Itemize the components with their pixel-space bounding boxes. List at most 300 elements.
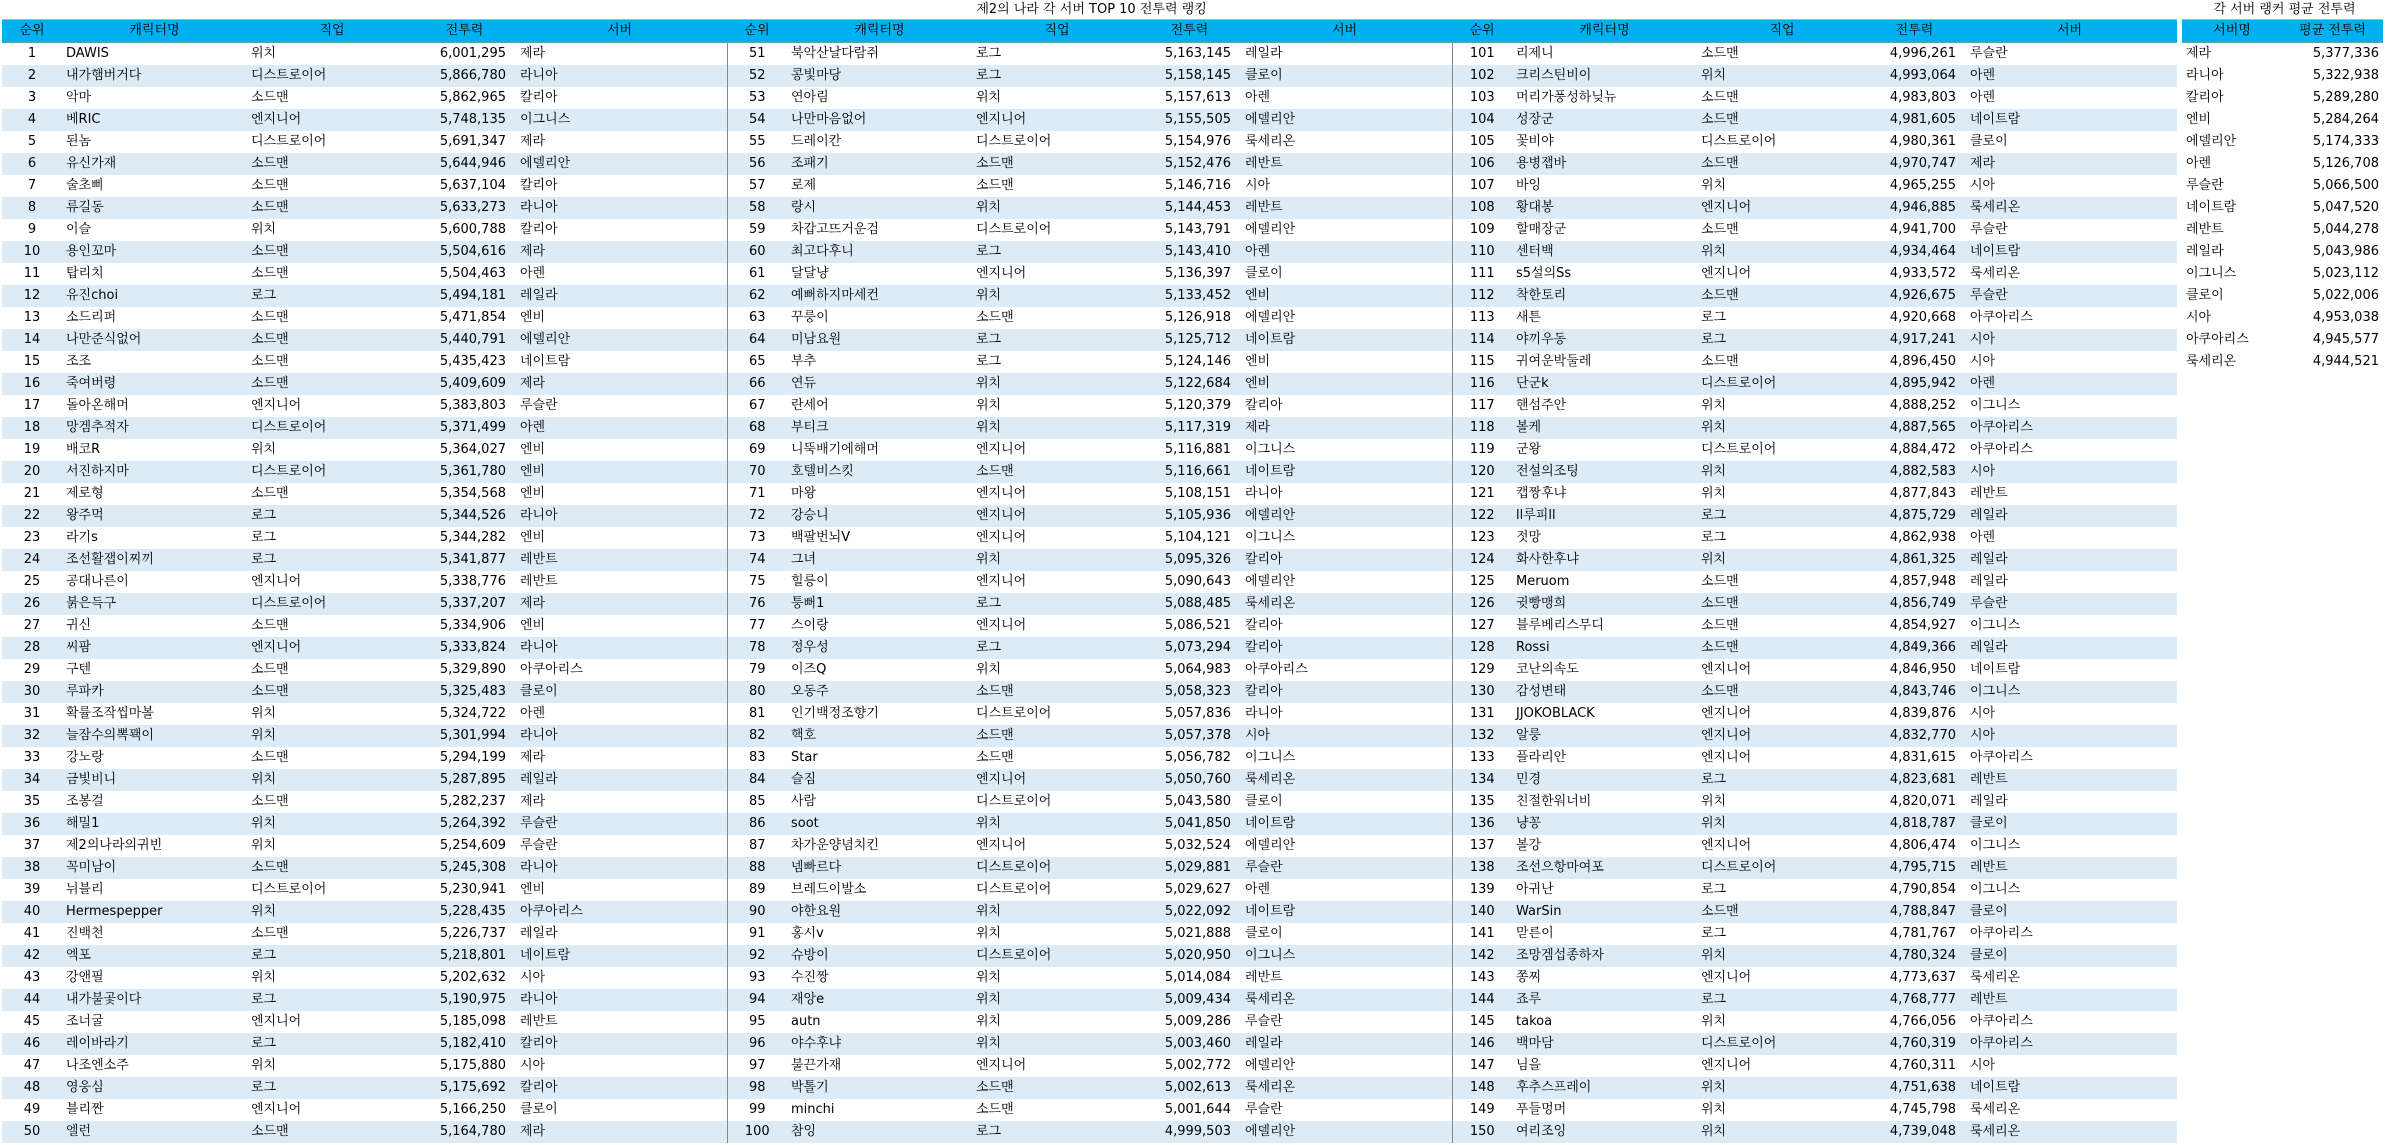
job-cell: 위치 xyxy=(1697,549,1867,571)
power-cell: 4,760,311 xyxy=(1889,1058,1956,1073)
rank-cell: 21 xyxy=(23,486,41,501)
server-cell: 시아 xyxy=(520,970,546,985)
rank-cell: 20 xyxy=(2,461,62,483)
avg-power-cell xyxy=(2282,835,2383,857)
character-name-cell: 불끈가재 xyxy=(791,1058,842,1073)
power-cell: 5,003,460 xyxy=(1142,1033,1237,1055)
header-rank: 순위 xyxy=(727,20,787,43)
power-cell: 5,218,801 xyxy=(417,945,512,967)
power-cell: 5,009,286 xyxy=(1164,1014,1231,1029)
power-cell: 4,917,241 xyxy=(1867,329,1962,351)
power-cell: 5,354,568 xyxy=(439,486,506,501)
rank-cell: 101 xyxy=(1452,43,1512,66)
power-cell: 5,164,780 xyxy=(417,1121,512,1143)
server-cell: 에델리안 xyxy=(1245,310,1296,325)
power-cell: 5,371,499 xyxy=(417,417,512,439)
avg-power-cell xyxy=(2282,923,2383,945)
avg-power-cell xyxy=(2282,1121,2383,1143)
server-cell: 엔비 xyxy=(1237,373,1452,395)
character-name-cell: 내가불곷이다 xyxy=(62,989,247,1011)
table-row xyxy=(2,1077,2177,1099)
rank-cell: 28 xyxy=(2,637,62,659)
job-cell: 엔지니어 xyxy=(1697,725,1867,747)
avg-power-cell: 5,174,333 xyxy=(2312,134,2379,149)
character-name-cell: 감성변태 xyxy=(1512,681,1697,703)
character-name-cell: 백마담 xyxy=(1512,1033,1697,1055)
power-cell: 5,029,627 xyxy=(1164,882,1231,897)
server-cell: 네이트람 xyxy=(1237,813,1452,835)
job-cell: 엔지니어 xyxy=(976,266,1027,281)
avg-power-cell xyxy=(2282,813,2383,835)
power-cell: 4,790,854 xyxy=(1889,882,1956,897)
job-cell: 위치 xyxy=(1697,945,1867,967)
power-cell: 5,116,661 xyxy=(1142,461,1237,483)
job-cell: 소드맨 xyxy=(1701,574,1739,589)
table-row xyxy=(2182,725,2383,747)
power-cell: 5,862,965 xyxy=(439,90,506,105)
character-name-cell: 플라리안 xyxy=(1516,750,1567,765)
rank-cell: 127 xyxy=(1452,615,1512,637)
character-name-cell: 스이랑 xyxy=(791,618,829,633)
table-row xyxy=(2,857,2177,879)
rank-cell: 123 xyxy=(1452,527,1512,549)
table-row xyxy=(2,967,2177,989)
job-cell: 위치 xyxy=(972,549,1142,571)
power-cell: 5,228,435 xyxy=(417,901,512,923)
rank-cell: 134 xyxy=(1452,769,1512,791)
main-title: 제2의 나라 각 서버 TOP 10 전투력 랭킹 xyxy=(2,0,2177,20)
character-name-cell: Hermespepper xyxy=(62,901,247,923)
power-cell: 5,333,824 xyxy=(417,637,512,659)
header-server: 서버 xyxy=(1237,20,1452,43)
character-name-cell: 핵호 xyxy=(787,725,972,747)
power-cell: 4,875,729 xyxy=(1867,505,1962,527)
server-cell: 이그니스 xyxy=(1970,882,2021,897)
job-cell: 엔지니어 xyxy=(976,1058,1027,1073)
character-name-cell: 서진하지마 xyxy=(62,461,247,483)
job-cell: 소드맨 xyxy=(972,153,1142,175)
server-name-cell: 네이트람 xyxy=(2186,200,2237,215)
job-cell: 로그 xyxy=(1701,882,1727,897)
header-name: 캐릭터명 xyxy=(1512,20,1697,43)
power-cell: 5,329,890 xyxy=(439,662,506,677)
rank-cell: 37 xyxy=(23,838,41,853)
table-row xyxy=(2182,923,2383,945)
power-cell: 5,494,181 xyxy=(417,285,512,307)
rank-cell: 51 xyxy=(727,43,787,66)
server-cell: 아쿠아리스 xyxy=(520,662,583,677)
table-row xyxy=(2182,967,2383,989)
server-cell: 아렌 xyxy=(1970,90,1996,105)
header-name: 캐릭터명 xyxy=(787,20,972,43)
table-row xyxy=(2182,307,2383,329)
server-name-cell xyxy=(2182,1077,2282,1099)
server-cell: 엔비 xyxy=(512,461,727,483)
rank-cell: 115 xyxy=(1452,351,1512,373)
avg-power-cell xyxy=(2282,769,2383,791)
character-name-cell: 확률조작씹마볼 xyxy=(66,706,154,721)
character-name-cell: 단군k xyxy=(1512,373,1697,395)
avg-power-cell: 5,047,520 xyxy=(2312,200,2379,215)
rank-cell: 148 xyxy=(1452,1077,1512,1099)
rank-cell: 76 xyxy=(727,593,787,615)
table-row xyxy=(2182,703,2383,725)
character-name-cell: 소드리퍼 xyxy=(66,310,117,325)
rank-cell: 112 xyxy=(1452,285,1512,307)
job-cell: 로그 xyxy=(976,354,1002,369)
server-name-cell: 라니아 xyxy=(2186,68,2224,83)
ranking-table xyxy=(2,0,2177,1143)
rank-cell: 50 xyxy=(2,1121,62,1143)
job-cell: 위치 xyxy=(247,901,417,923)
power-cell: 5,245,308 xyxy=(417,857,512,879)
character-name-cell: 예뻐하지마세컨 xyxy=(787,285,972,307)
rank-cell: 35 xyxy=(23,794,41,809)
avg-power-cell xyxy=(2282,659,2383,681)
power-cell: 5,748,135 xyxy=(417,109,512,131)
avg-power-cell xyxy=(2282,1033,2383,1055)
power-cell: 5,202,632 xyxy=(439,970,506,985)
power-cell: 5,158,145 xyxy=(1142,65,1237,87)
job-cell: 소드맨 xyxy=(247,373,417,395)
power-cell: 5,143,410 xyxy=(1142,241,1237,263)
table-row xyxy=(2,1099,2177,1121)
job-cell: 디스트로이어 xyxy=(972,857,1142,879)
server-cell: 이그니스 xyxy=(512,109,727,131)
rank-cell: 72 xyxy=(727,505,787,527)
table-row xyxy=(2182,109,2383,131)
power-cell: 5,002,613 xyxy=(1142,1077,1237,1099)
avg-power-cell xyxy=(2282,901,2383,923)
character-name-cell: 부추 xyxy=(791,354,817,369)
rank-cell: 2 xyxy=(2,65,62,87)
rank-cell: 67 xyxy=(727,395,787,417)
rank-cell: 58 xyxy=(727,197,787,219)
server-cell: 네이트람 xyxy=(1970,662,2021,677)
header-server: 서버 xyxy=(1962,20,2177,43)
character-name-cell: 유신가재 xyxy=(62,153,247,175)
rank-cell: 84 xyxy=(727,769,787,791)
job-cell: 소드맨 xyxy=(247,681,417,703)
character-name-cell: 나만준식없어 xyxy=(62,329,247,351)
server-name-cell xyxy=(2182,923,2282,945)
job-cell: 소드맨 xyxy=(976,750,1014,765)
server-cell: 엔비 xyxy=(520,310,546,325)
power-cell: 5,154,976 xyxy=(1164,134,1231,149)
table-row xyxy=(2,505,2177,527)
server-cell: 네이트람 xyxy=(1237,901,1452,923)
power-cell: 5,361,780 xyxy=(417,461,512,483)
job-cell: 소드맨 xyxy=(251,354,289,369)
server-cell: 룩세리온 xyxy=(1237,769,1452,791)
table-row xyxy=(2182,549,2383,571)
power-cell: 5,009,434 xyxy=(1142,989,1237,1011)
table-row xyxy=(2182,989,2383,1011)
server-cell: 엔비 xyxy=(520,618,546,633)
power-cell: 5,050,760 xyxy=(1142,769,1237,791)
rank-cell: 97 xyxy=(727,1055,787,1077)
power-cell: 5,002,772 xyxy=(1164,1058,1231,1073)
header-power: 전투력 xyxy=(1867,20,1962,43)
rank-cell: 16 xyxy=(2,373,62,395)
rank-cell: 117 xyxy=(1452,395,1512,417)
server-cell: 루슬란 xyxy=(1970,46,2008,61)
character-name-cell: 캡짱후냐 xyxy=(1516,486,1567,501)
rank-cell: 136 xyxy=(1452,813,1512,835)
character-name-cell: 나조엔소주 xyxy=(66,1058,129,1073)
job-cell: 소드맨 xyxy=(247,241,417,263)
power-cell: 5,120,379 xyxy=(1164,398,1231,413)
table-row xyxy=(2182,65,2383,87)
rank-cell: 119 xyxy=(1452,439,1512,461)
avg-power-cell xyxy=(2282,549,2383,571)
server-name-cell xyxy=(2182,681,2282,703)
job-cell: 엔지니어 xyxy=(251,1014,302,1029)
table-row xyxy=(2182,417,2383,439)
power-cell: 4,996,261 xyxy=(1889,46,1956,61)
job-cell: 로그 xyxy=(247,505,417,527)
power-cell: 5,022,092 xyxy=(1142,901,1237,923)
table-row xyxy=(2182,527,2383,549)
rank-cell: 26 xyxy=(2,593,62,615)
header-job: 직업 xyxy=(247,20,417,43)
table-row xyxy=(2,879,2177,901)
avg-power-cell: 5,284,264 xyxy=(2312,112,2379,127)
character-name-cell: 조봉걸 xyxy=(66,794,104,809)
server-cell: 아렌 xyxy=(1962,65,2177,87)
rank-cell: 132 xyxy=(1452,725,1512,747)
job-cell: 디스트로이어 xyxy=(976,794,1052,809)
job-cell: 엔지니어 xyxy=(972,769,1142,791)
job-cell: 위치 xyxy=(247,725,417,747)
table-row xyxy=(2182,857,2383,879)
character-name-cell: 블루베리스무디 xyxy=(1516,618,1604,633)
character-name-cell: 조조 xyxy=(66,354,92,369)
job-cell: 디스트로이어 xyxy=(247,65,417,87)
header-avg-power: 평균 전투력 xyxy=(2282,20,2383,43)
job-cell: 소드맨 xyxy=(247,857,417,879)
table-row xyxy=(2,329,2177,351)
rank-cell: 11 xyxy=(23,266,41,281)
character-name-cell: 이즈Q xyxy=(791,662,827,677)
server-cell: 이그니스 xyxy=(1970,618,2021,633)
character-name-cell: 죽여버령 xyxy=(62,373,247,395)
server-cell: 칼리아 xyxy=(512,1077,727,1099)
rank-cell: 79 xyxy=(727,659,787,681)
server-cell: 제라 xyxy=(520,134,546,149)
character-name-cell: 조선활잽이찌끼 xyxy=(62,549,247,571)
power-cell: 5,190,975 xyxy=(417,989,512,1011)
server-name-cell xyxy=(2182,461,2282,483)
rank-cell: 25 xyxy=(23,574,41,589)
job-cell: 로그 xyxy=(247,989,417,1011)
character-name-cell: 백팔번뇌V xyxy=(791,530,851,545)
server-cell: 아렌 xyxy=(1962,373,2177,395)
power-cell: 5,254,609 xyxy=(439,838,506,853)
character-name-cell: 루파카 xyxy=(62,681,247,703)
server-cell: 아렌 xyxy=(1970,530,1996,545)
character-name-cell: 꼭미남이 xyxy=(62,857,247,879)
rank-cell: 146 xyxy=(1452,1033,1512,1055)
avg-power-cell xyxy=(2282,791,2383,813)
rank-cell: 139 xyxy=(1452,879,1512,901)
server-cell: 루슬란 xyxy=(1237,857,1452,879)
job-cell: 엔지니어 xyxy=(976,442,1027,457)
character-name-cell: 인기백정조향기 xyxy=(791,706,879,721)
power-cell: 5,122,684 xyxy=(1142,373,1237,395)
server-name-cell xyxy=(2182,835,2282,857)
rank-cell: 70 xyxy=(727,461,787,483)
server-cell: 룩세리온 xyxy=(1237,989,1452,1011)
job-cell: 소드맨 xyxy=(1701,90,1739,105)
avg-power-cell: 4,944,521 xyxy=(2312,354,2379,369)
power-cell: 5,163,145 xyxy=(1164,46,1231,61)
job-cell: 소드맨 xyxy=(251,266,289,281)
job-cell: 소드맨 xyxy=(972,681,1142,703)
power-cell: 5,691,347 xyxy=(439,134,506,149)
power-cell: 4,981,605 xyxy=(1867,109,1962,131)
server-name-cell: 아쿠아리스 xyxy=(2186,332,2249,347)
character-name-cell: 연아림 xyxy=(791,90,829,105)
server-cell: 레반트 xyxy=(1237,197,1452,219)
character-name-cell: 라기s xyxy=(66,530,98,545)
server-cell: 룩세리온 xyxy=(1962,1121,2177,1143)
character-name-cell: 미남요원 xyxy=(787,329,972,351)
power-cell: 4,823,681 xyxy=(1867,769,1962,791)
rank-cell: 34 xyxy=(2,769,62,791)
character-name-cell: 제2의나라의귀빈 xyxy=(66,838,163,853)
server-cell: 루슬란 xyxy=(520,398,558,413)
character-name-cell: 부티크 xyxy=(787,417,972,439)
server-cell: 클로이 xyxy=(1962,813,2177,835)
rank-cell: 106 xyxy=(1452,153,1512,175)
rank-cell: 33 xyxy=(23,750,41,765)
rank-cell: 46 xyxy=(2,1033,62,1055)
rank-cell: 82 xyxy=(727,725,787,747)
character-name-cell: 황대봉 xyxy=(1512,197,1697,219)
rank-cell: 61 xyxy=(727,263,787,285)
power-cell: 5,644,946 xyxy=(417,153,512,175)
rank-cell: 42 xyxy=(2,945,62,967)
power-cell: 5,185,098 xyxy=(439,1014,506,1029)
power-cell: 4,970,747 xyxy=(1867,153,1962,175)
job-cell: 위치 xyxy=(972,813,1142,835)
table-row xyxy=(2182,395,2383,417)
character-name-cell: s5설의Ss xyxy=(1516,266,1572,281)
job-cell: 소드맨 xyxy=(1697,593,1867,615)
character-name-cell: 님을 xyxy=(1516,1058,1542,1073)
job-cell: 위치 xyxy=(972,197,1142,219)
server-cell: 칼리아 xyxy=(1237,637,1452,659)
avg-power-cell: 5,322,938 xyxy=(2312,68,2379,83)
job-cell: 엔지니어 xyxy=(247,109,417,131)
server-name-cell: 이그니스 xyxy=(2186,266,2237,281)
character-name-cell: 새튼 xyxy=(1516,310,1542,325)
table-row xyxy=(2,593,2177,615)
table-row xyxy=(2,1121,2177,1143)
power-cell: 5,282,237 xyxy=(439,794,506,809)
table-row xyxy=(2,901,2177,923)
job-cell: 소드맨 xyxy=(251,618,289,633)
avg-power-cell: 5,066,500 xyxy=(2312,178,2379,193)
avg-power-cell xyxy=(2282,461,2383,483)
avg-power-cell: 5,377,336 xyxy=(2312,46,2379,61)
server-cell: 제라 xyxy=(1237,417,1452,439)
job-cell: 소드맨 xyxy=(976,178,1014,193)
rank-cell: 131 xyxy=(1452,703,1512,725)
job-cell: 위치 xyxy=(251,442,277,457)
server-name-cell xyxy=(2182,703,2282,725)
rank-cell: 39 xyxy=(23,882,41,897)
rank-cell: 69 xyxy=(727,439,787,461)
table-row xyxy=(2,923,2177,945)
power-cell: 5,175,692 xyxy=(417,1077,512,1099)
server-name-cell xyxy=(2182,1099,2282,1121)
server-name-cell xyxy=(2182,505,2282,527)
job-cell: 디스트로이어 xyxy=(1697,1033,1867,1055)
power-cell: 4,831,615 xyxy=(1889,750,1956,765)
server-cell: 루슬란 xyxy=(1962,593,2177,615)
power-cell: 5,471,854 xyxy=(439,310,506,325)
server-name-cell xyxy=(2182,439,2282,461)
server-cell: 칼리아 xyxy=(520,222,558,237)
power-cell: 5,866,780 xyxy=(417,65,512,87)
server-cell: 칼리아 xyxy=(512,1033,727,1055)
character-name-cell: 강승니 xyxy=(787,505,972,527)
rank-cell: 19 xyxy=(23,442,41,457)
server-cell: 제라 xyxy=(512,373,727,395)
character-name-cell: 용병잽바 xyxy=(1512,153,1697,175)
rank-cell: 64 xyxy=(727,329,787,351)
character-name-cell: takoa xyxy=(1516,1014,1553,1029)
server-cell: 아쿠아리스 xyxy=(1970,1014,2033,1029)
character-name-cell: 금빛비니 xyxy=(62,769,247,791)
server-cell: 라니아 xyxy=(1245,486,1283,501)
character-name-cell: 마왕 xyxy=(791,486,817,501)
character-name-cell: 해밀1 xyxy=(62,813,247,835)
job-cell: 위치 xyxy=(972,373,1142,395)
power-cell: 4,920,668 xyxy=(1889,310,1956,325)
table-row xyxy=(2,791,2177,813)
rank-cell: 52 xyxy=(727,65,787,87)
table-row xyxy=(2182,153,2383,175)
job-cell: 위치 xyxy=(1701,1102,1727,1117)
character-name-cell: 영웅심 xyxy=(62,1077,247,1099)
character-name-cell: 참잉 xyxy=(787,1121,972,1143)
server-cell: 시아 xyxy=(1970,354,1996,369)
server-name-cell xyxy=(2182,967,2282,989)
job-cell: 소드맨 xyxy=(1697,637,1867,659)
character-name-cell: 탑리치 xyxy=(66,266,104,281)
table-row xyxy=(2182,263,2383,285)
server-cell: 아렌 xyxy=(520,266,546,281)
server-name-cell xyxy=(2182,725,2282,747)
job-cell: 엔지니어 xyxy=(1701,1058,1752,1073)
header-power: 전투력 xyxy=(417,20,512,43)
character-name-cell: 힐릉이 xyxy=(791,574,829,589)
server-cell: 시아 xyxy=(1245,178,1271,193)
server-cell: 시아 xyxy=(1970,706,1996,721)
table-row xyxy=(2,439,2177,461)
power-cell: 5,230,941 xyxy=(439,882,506,897)
power-cell: 5,226,737 xyxy=(439,926,506,941)
character-name-cell: 망겜추적자 xyxy=(62,417,247,439)
server-cell: 칼리아 xyxy=(1245,398,1283,413)
character-name-cell: 술초삐 xyxy=(66,178,104,193)
job-cell: 엔지니어 xyxy=(1701,838,1752,853)
character-name-cell: 콩빛마당 xyxy=(787,65,972,87)
job-cell: 소드맨 xyxy=(1697,681,1867,703)
